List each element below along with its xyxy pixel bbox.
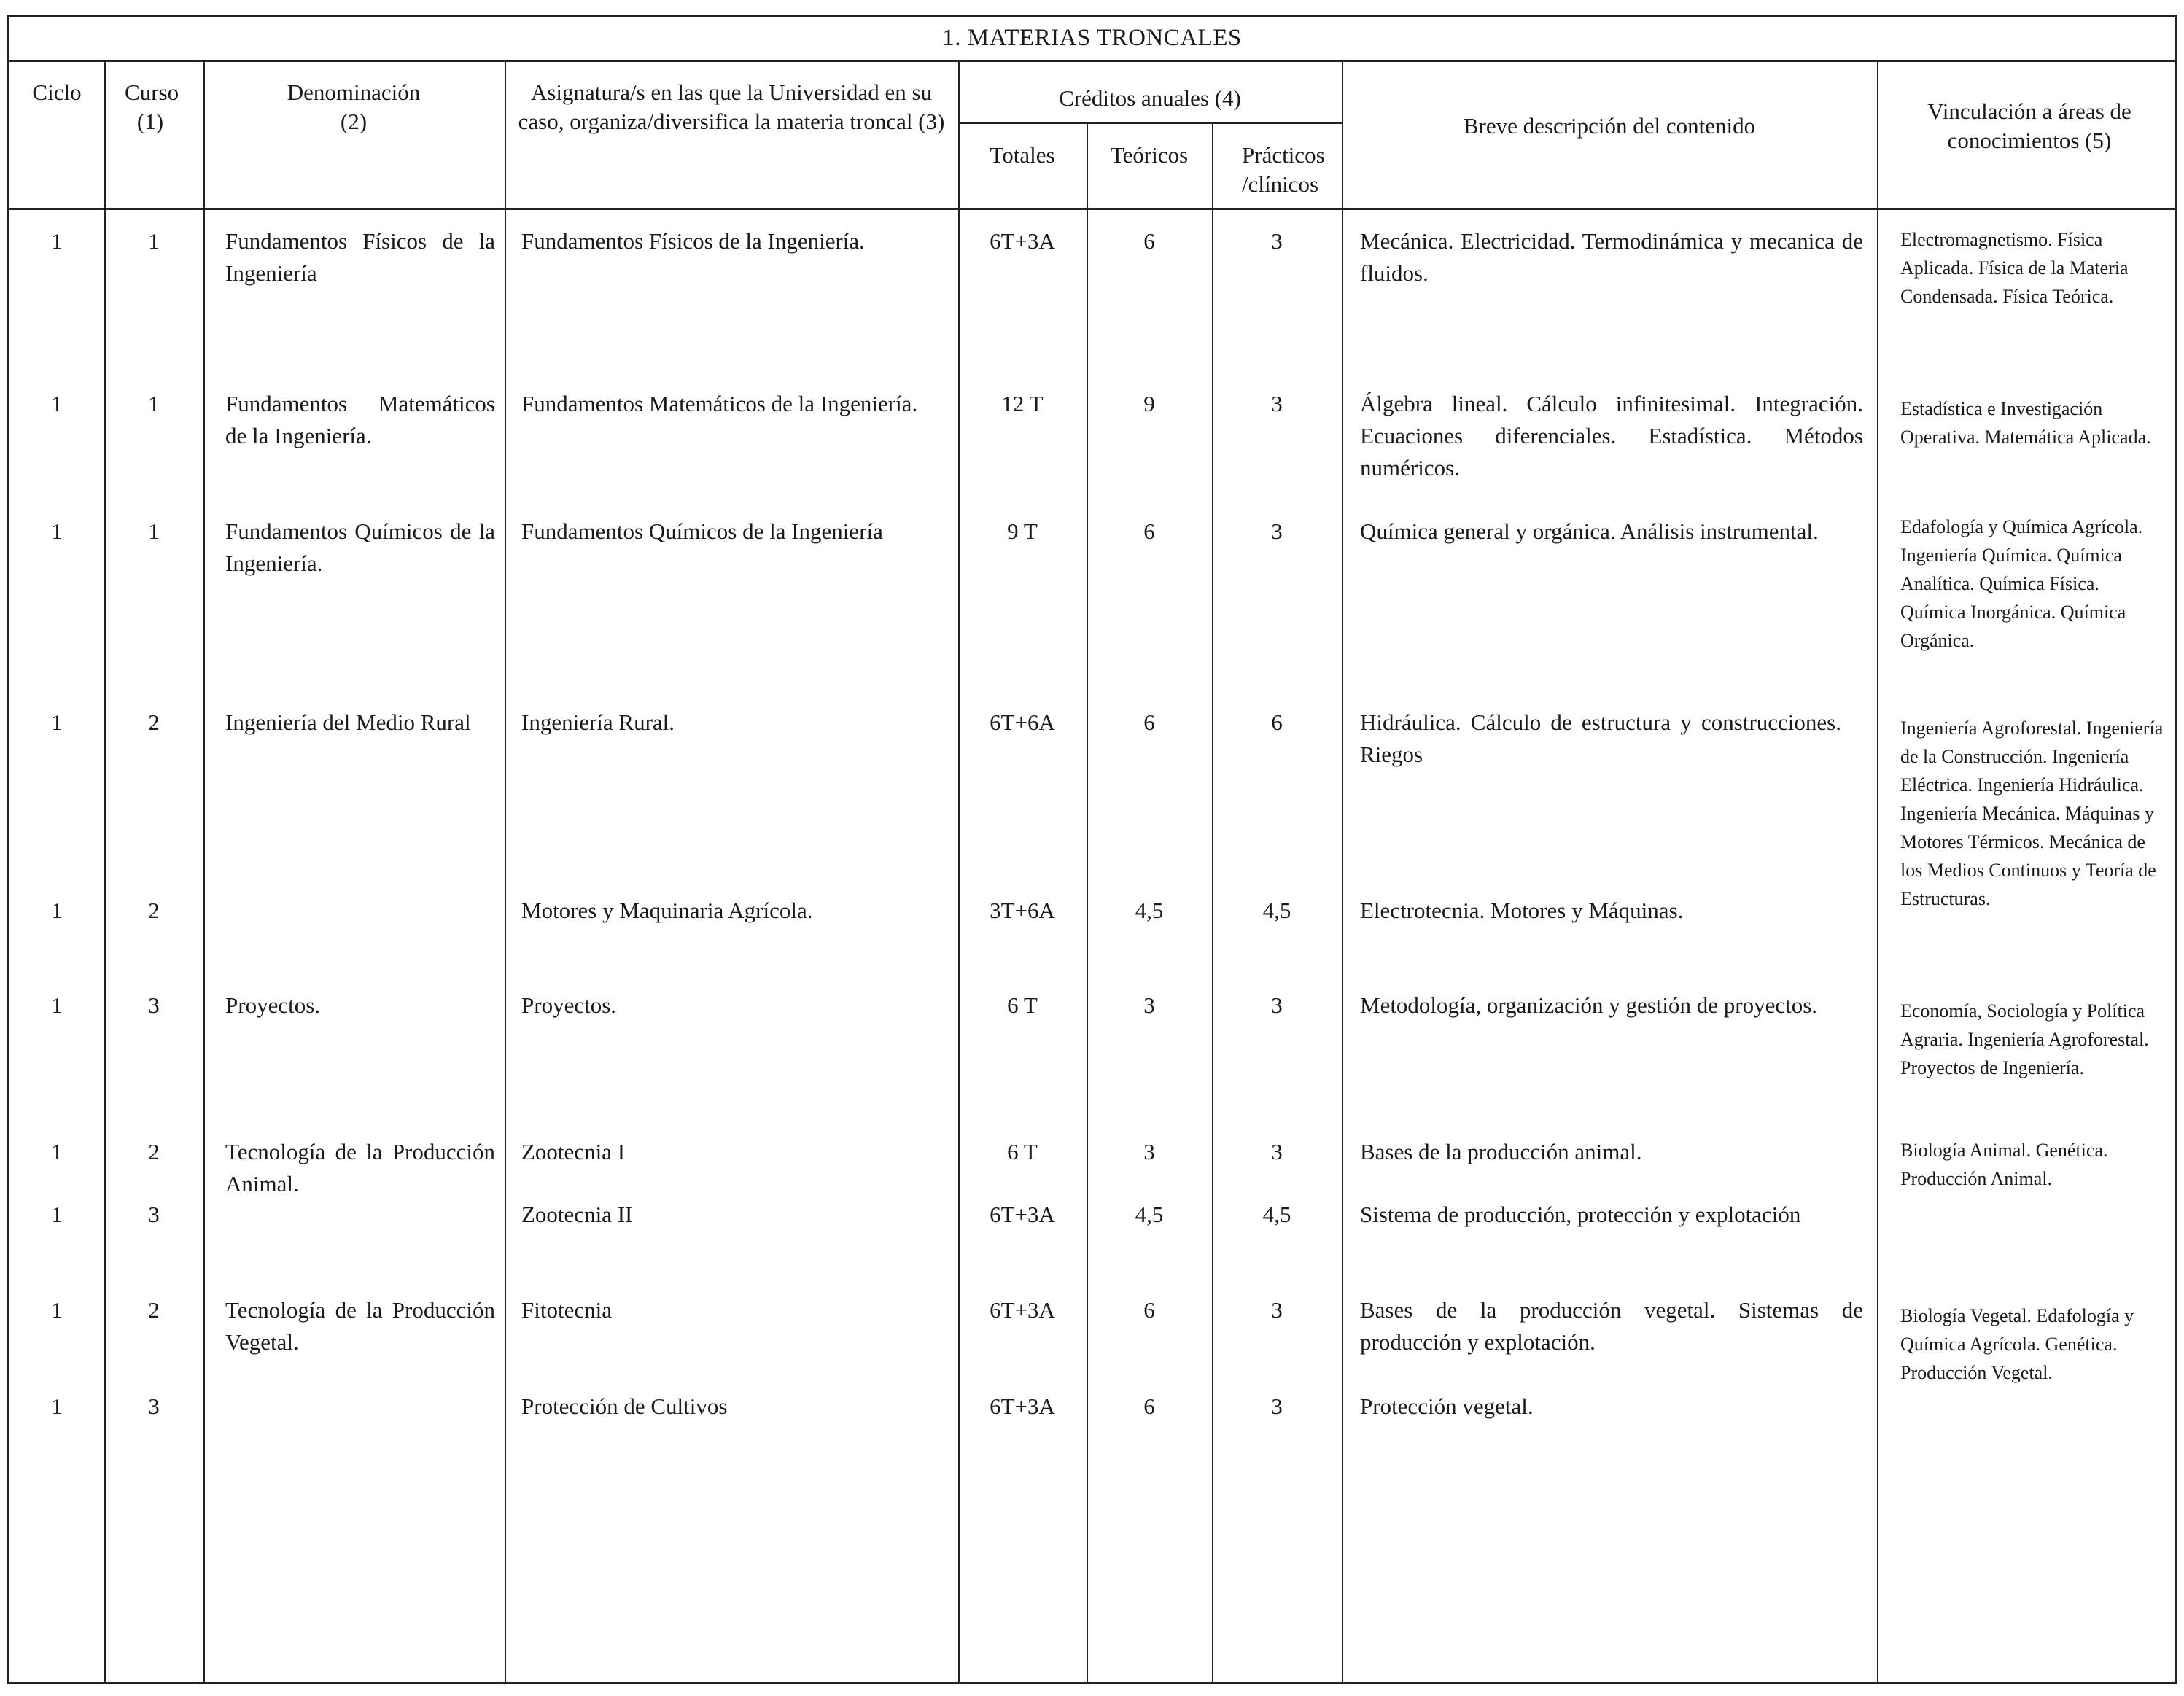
row10-ciclo: 1 bbox=[51, 1393, 63, 1419]
row2-denominacion: Fundamentos Matemáticos de la Ingeniería. bbox=[225, 391, 495, 448]
row6-asignatura: Proyectos. bbox=[521, 992, 617, 1018]
row4-practicos: 6 bbox=[1271, 709, 1283, 735]
row4-descripcion: Hidráulica. Cálculo de estructura y construcciones. Riegos bbox=[1360, 709, 1841, 767]
row4-vinculacion: Ingeniería Agroforestal. Ingeniería de la Construcción. Ingeniería Eléctrica. Ingeniería Hidráulica. Ingeniería Mecánica. Máquinas y Motores Térmicos. Mecánica de los Medios Continuos y Teoría de Estructuras. bbox=[1900, 717, 2164, 909]
materias-troncales-table bbox=[7, 15, 2177, 1684]
row2-asignatura: Fundamentos Matemáticos de la Ingeniería. bbox=[521, 391, 918, 416]
col-divider bbox=[203, 62, 205, 1684]
row7-practicos: 3 bbox=[1271, 1139, 1283, 1164]
header-bottom-line bbox=[9, 208, 2175, 210]
row6-descripcion: Metodología, organización y gestión de proyectos. bbox=[1360, 992, 1818, 1018]
row3-practicos: 3 bbox=[1271, 518, 1283, 544]
creditos-subheader-line bbox=[958, 122, 1342, 124]
header-curso: Curso (1) bbox=[125, 79, 179, 134]
table-title: 1. MATERIAS TRONCALES bbox=[9, 17, 2175, 62]
row5-practicos: 4,5 bbox=[1262, 898, 1291, 923]
row9-practicos: 3 bbox=[1271, 1297, 1283, 1323]
row8-asignatura: Zootecnia II bbox=[521, 1202, 633, 1227]
row7-ciclo: 1 bbox=[51, 1139, 63, 1164]
header-creditos: Créditos anuales (4) bbox=[1059, 85, 1241, 111]
row6-curso: 3 bbox=[148, 992, 160, 1018]
row7-curso: 2 bbox=[148, 1139, 160, 1164]
row7-descripcion: Bases de la producción animal. bbox=[1360, 1139, 1642, 1164]
row5-teoricos: 4,5 bbox=[1135, 898, 1164, 923]
row5-curso: 2 bbox=[148, 898, 160, 923]
row10-totales: 6T+3A bbox=[990, 1393, 1055, 1419]
header-denominacion: Denominación (2) bbox=[287, 79, 421, 134]
header-vinculacion: Vinculación a áreas de conocimientos (5) bbox=[1927, 98, 2131, 153]
row1-ciclo: 1 bbox=[51, 228, 63, 254]
row1-asignatura: Fundamentos Físicos de la Ingeniería. bbox=[521, 228, 865, 254]
row8-ciclo: 1 bbox=[51, 1202, 63, 1227]
row9-ciclo: 1 bbox=[51, 1297, 63, 1323]
row4-teoricos: 6 bbox=[1143, 709, 1155, 735]
row2-ciclo: 1 bbox=[51, 391, 63, 416]
row2-descripcion: Álgebra lineal. Cálculo infinitesimal. Integración. Ecuaciones diferenciales. Estadística. Métodos numéricos. bbox=[1360, 391, 1863, 481]
row2-vinculacion: Estadística e Investigación Operativa. Matemática Aplicada. bbox=[1900, 398, 2151, 448]
row9-teoricos: 6 bbox=[1143, 1297, 1155, 1323]
row7-totales: 6 T bbox=[1007, 1139, 1038, 1164]
row4-curso: 2 bbox=[148, 709, 160, 735]
row6-teoricos: 3 bbox=[1143, 992, 1155, 1018]
col-divider bbox=[505, 62, 506, 1684]
row9-descripcion: Bases de la producción vegetal. Sistemas de producción y explotación. bbox=[1360, 1297, 1863, 1355]
row7-vinculacion: Biología Animal. Genética. Producción Animal. bbox=[1900, 1140, 2108, 1189]
row10-descripcion: Protección vegetal. bbox=[1360, 1393, 1534, 1419]
row8-totales: 6T+3A bbox=[990, 1202, 1055, 1227]
row5-descripcion: Electrotecnia. Motores y Máquinas. bbox=[1360, 898, 1684, 923]
col-divider bbox=[1877, 62, 1878, 1684]
row7-teoricos: 3 bbox=[1143, 1139, 1155, 1164]
row4-ciclo: 1 bbox=[51, 709, 63, 735]
row2-totales: 12 T bbox=[1001, 391, 1044, 416]
row4-asignatura: Ingeniería Rural. bbox=[521, 709, 675, 735]
row7-denominacion: Tecnología de la Producción Animal. bbox=[225, 1139, 495, 1197]
row1-curso: 1 bbox=[148, 228, 160, 254]
row6-vinculacion: Economía, Sociología y Política Agraria. Ingeniería Agroforestal. Proyectos de Ingeniería. bbox=[1900, 1000, 2149, 1078]
header-practicos: Prácticos /clínicos bbox=[1242, 142, 1325, 197]
row10-curso: 3 bbox=[148, 1393, 160, 1419]
row6-totales: 6 T bbox=[1007, 992, 1038, 1018]
row3-vinculacion: Edafología y Química Agrícola. Ingeniería Química. Química Analítica. Química Física. Química Inorgánica. Química Orgánica. bbox=[1900, 516, 2143, 651]
row10-asignatura: Protección de Cultivos bbox=[521, 1393, 728, 1419]
row1-teoricos: 6 bbox=[1143, 228, 1155, 254]
row5-totales: 3T+6A bbox=[990, 898, 1055, 923]
row8-curso: 3 bbox=[148, 1202, 160, 1227]
row3-ciclo: 1 bbox=[51, 518, 63, 544]
row8-descripcion: Sistema de producción, protección y explotación bbox=[1360, 1202, 1801, 1227]
row8-practicos: 4,5 bbox=[1262, 1202, 1291, 1227]
row3-asignatura: Fundamentos Químicos de la Ingeniería bbox=[521, 518, 883, 544]
col-divider bbox=[104, 62, 106, 1684]
header-ciclo: Ciclo bbox=[32, 79, 82, 105]
row9-denominacion: Tecnología de la Producción Vegetal. bbox=[225, 1297, 495, 1355]
header-asignatura: Asignatura/s en las que la Universidad en su caso, organiza/diversifica la materia troncal (3) bbox=[518, 79, 945, 134]
row3-descripcion: Química general y orgánica. Análisis instrumental. bbox=[1360, 518, 1819, 544]
row6-practicos: 3 bbox=[1271, 992, 1283, 1018]
row3-denominacion: Fundamentos Químicos de la Ingeniería. bbox=[225, 518, 495, 576]
row1-totales: 6T+3A bbox=[990, 228, 1055, 254]
row2-curso: 1 bbox=[148, 391, 160, 416]
row10-practicos: 3 bbox=[1271, 1393, 1283, 1419]
header-totales: Totales bbox=[990, 142, 1055, 168]
row6-ciclo: 1 bbox=[51, 992, 63, 1018]
row9-curso: 2 bbox=[148, 1297, 160, 1323]
row9-vinculacion: Biología Vegetal. Edafología y Química Agrícola. Genética. Producción Vegetal. bbox=[1900, 1305, 2134, 1383]
row1-descripcion: Mecánica. Electricidad. Termodinámica y mecanica de fluidos. bbox=[1360, 228, 1863, 286]
row8-teoricos: 4,5 bbox=[1135, 1202, 1164, 1227]
row1-practicos: 3 bbox=[1271, 228, 1283, 254]
row5-ciclo: 1 bbox=[51, 898, 63, 923]
col-divider bbox=[958, 62, 960, 1684]
row3-totales: 9 T bbox=[1007, 518, 1038, 544]
row7-asignatura: Zootecnia I bbox=[521, 1139, 626, 1164]
header-teoricos: Teóricos bbox=[1110, 142, 1189, 168]
row2-teoricos: 9 bbox=[1143, 391, 1155, 416]
row2-practicos: 3 bbox=[1271, 391, 1283, 416]
row3-curso: 1 bbox=[148, 518, 160, 544]
row5-asignatura: Motores y Maquinaria Agrícola. bbox=[521, 898, 813, 923]
row9-asignatura: Fitotecnia bbox=[521, 1297, 612, 1323]
row4-denominacion: Ingeniería del Medio Rural bbox=[225, 709, 471, 735]
row1-denominacion: Fundamentos Físicos de la Ingeniería bbox=[225, 228, 495, 286]
row10-teoricos: 6 bbox=[1143, 1393, 1155, 1419]
row4-totales: 6T+6A bbox=[990, 709, 1055, 735]
header-descripcion: Breve descripción del contenido bbox=[1463, 113, 1756, 139]
row3-teoricos: 6 bbox=[1143, 518, 1155, 544]
row1-vinculacion: Electromagnetismo. Física Aplicada. Física de la Materia Condensada. Física Teórica. bbox=[1900, 229, 2129, 307]
row6-denominacion: Proyectos. bbox=[225, 992, 321, 1018]
col-divider bbox=[1342, 62, 1343, 1684]
row9-totales: 6T+3A bbox=[990, 1297, 1055, 1323]
